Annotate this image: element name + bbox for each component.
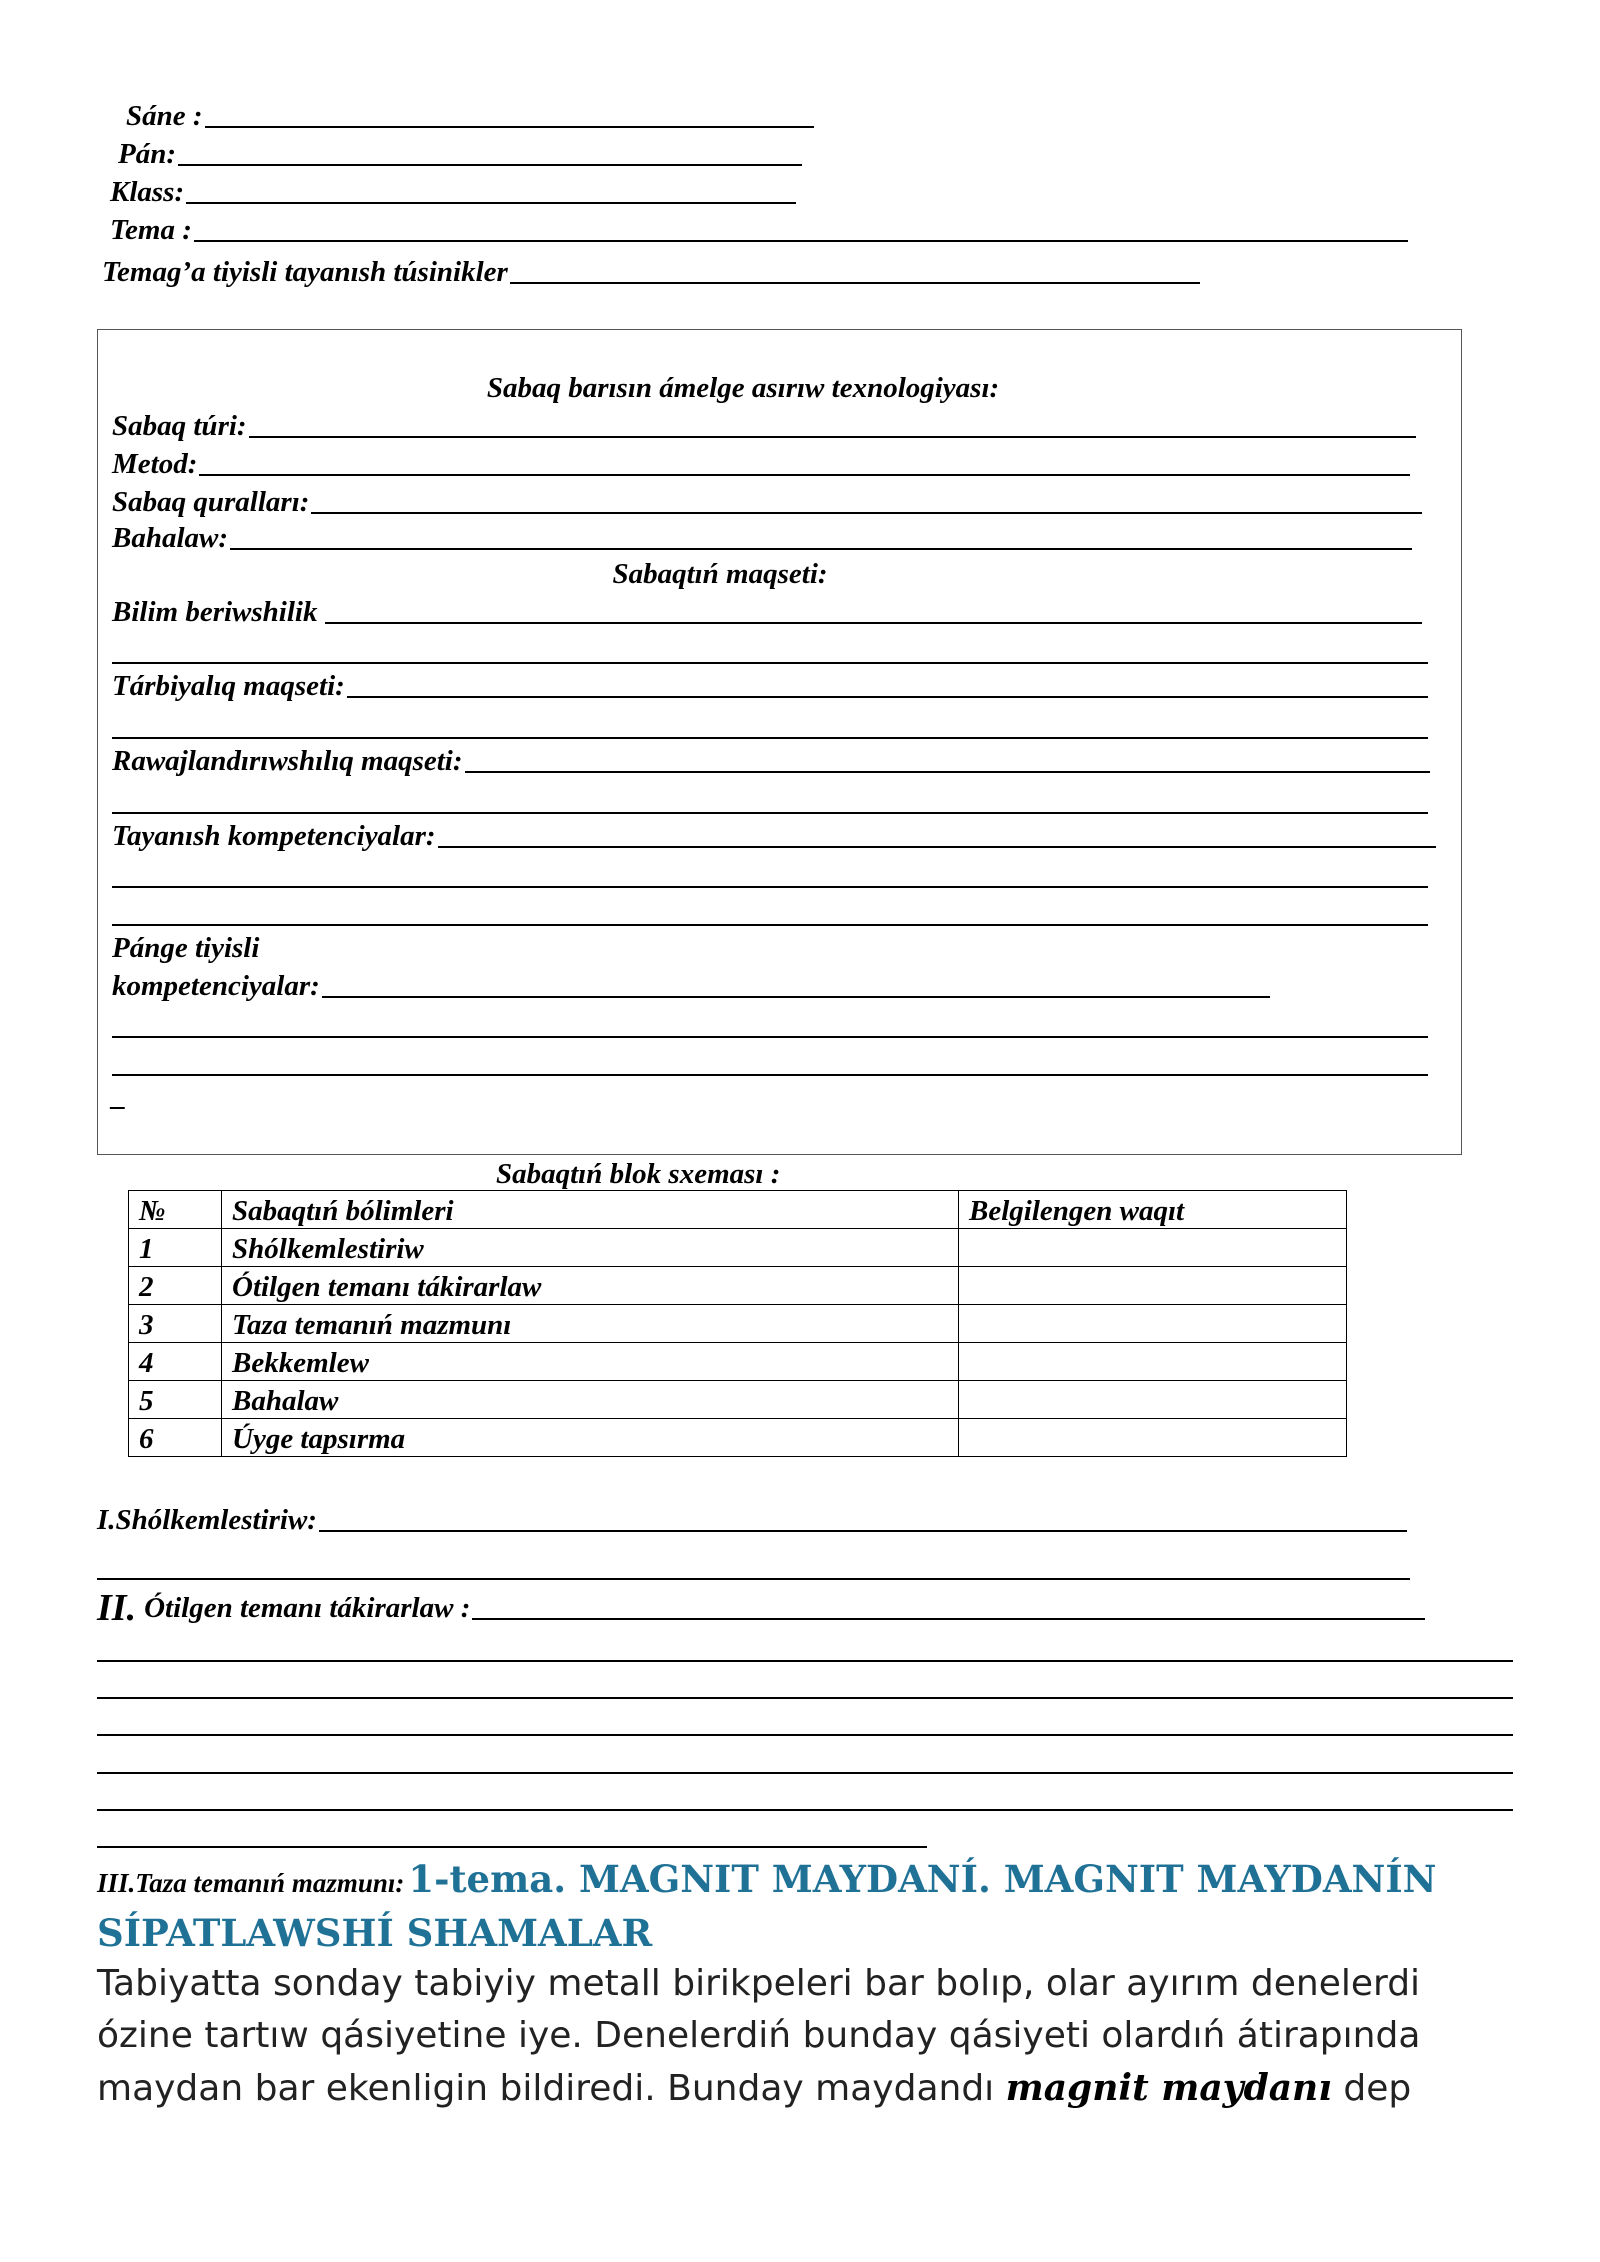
quralları-line[interactable] bbox=[311, 512, 1422, 514]
table-row bbox=[129, 1305, 1347, 1343]
metod-label: Metod: bbox=[112, 448, 198, 480]
row-number: 2 bbox=[129, 1267, 222, 1305]
field-otilgen bbox=[97, 1587, 1425, 1629]
pan-label: Pán: bbox=[118, 138, 176, 170]
row-section: Ótilgen temanı tákirarlaw bbox=[222, 1267, 959, 1305]
paragraph-line-3 bbox=[97, 2062, 1497, 2115]
tayanish-line-2[interactable] bbox=[112, 886, 1428, 888]
pan-line[interactable] bbox=[178, 164, 802, 166]
tayanish-label: Tayanısh kompetenciyalar: bbox=[112, 820, 436, 852]
tiyisli-label: Temag’a tiyisli tayanısh túsinikler bbox=[102, 256, 508, 288]
sane-line[interactable] bbox=[205, 126, 814, 128]
section-3-title-2: SÍPATLAWSHÍ SHAMALAR bbox=[97, 1911, 653, 1955]
field-tiyisli bbox=[102, 254, 1200, 290]
paragraph-line-1: Tabiyatta sonday tabiyiy metall birikpeleri bar bolıp, olar ayırım denelerdi bbox=[97, 1963, 1421, 2004]
field-pange bbox=[112, 968, 1270, 1004]
sabaq-turi-label: Sabaq túri: bbox=[112, 410, 247, 442]
section-3-title-1: 1-tema. MAGNIT MAYDANÍ. MAGNIT MAYDANÍN bbox=[408, 1857, 1437, 1901]
rawaj-label: Rawajlandırıwshılıq maqseti: bbox=[112, 745, 463, 777]
otilgen-line-6[interactable] bbox=[97, 1809, 1513, 1811]
bilim-line-2[interactable] bbox=[112, 662, 1428, 664]
field-tarbiya bbox=[112, 668, 1428, 704]
otilgen-line-3[interactable] bbox=[97, 1697, 1513, 1699]
tayanish-line[interactable] bbox=[438, 846, 1436, 848]
field-bahalaw bbox=[112, 520, 1412, 556]
klass-line[interactable] bbox=[186, 202, 796, 204]
row-number: 5 bbox=[129, 1381, 222, 1419]
rawaj-line[interactable] bbox=[465, 771, 1431, 773]
row-section: Taza temanıń mazmunı bbox=[222, 1305, 959, 1343]
field-rawaj bbox=[112, 743, 1430, 779]
block-table bbox=[128, 1190, 1347, 1457]
tarbiya-line[interactable] bbox=[347, 696, 1428, 698]
section-3-label: III.Taza temanıń mazmunı: bbox=[97, 1868, 405, 1898]
field-klass bbox=[110, 174, 796, 210]
block-title: Sabaqtıń blok sxeması : bbox=[496, 1158, 781, 1190]
header-sections: Sabaqtıń bólimleri bbox=[222, 1191, 959, 1229]
pange-line[interactable] bbox=[322, 996, 1270, 998]
sholkem-label: I.Shólkemlestiriw: bbox=[97, 1504, 317, 1536]
paragraph-line-2: ózine tartıw qásiyetine iye. Denelerdiń bunday qásiyeti olardıń átirapında bbox=[97, 2015, 1421, 2056]
otilgen-line-2[interactable] bbox=[97, 1660, 1513, 1662]
field-tema bbox=[110, 212, 1408, 248]
row-time-cell[interactable] bbox=[959, 1419, 1347, 1457]
field-sabaq-turi bbox=[112, 408, 1416, 444]
row-time-cell[interactable] bbox=[959, 1267, 1347, 1305]
field-tayanish bbox=[112, 818, 1436, 854]
field-quralları bbox=[112, 484, 1422, 520]
otilgen-line[interactable] bbox=[472, 1618, 1425, 1620]
otilgen-line-7[interactable] bbox=[97, 1846, 927, 1848]
quralları-label: Sabaq quralları: bbox=[112, 486, 310, 518]
tarbiya-line-2[interactable] bbox=[112, 737, 1428, 739]
row-section: Bekkemlew bbox=[222, 1343, 959, 1381]
field-metod bbox=[112, 446, 1410, 482]
field-sholkem bbox=[97, 1502, 1407, 1538]
bilim-line[interactable] bbox=[325, 622, 1422, 624]
bilim-label: Bilim beriwshilik bbox=[112, 596, 318, 628]
table-row bbox=[129, 1343, 1347, 1381]
row-number: 3 bbox=[129, 1305, 222, 1343]
tarbiya-label: Tárbiyalıq maqseti: bbox=[112, 670, 345, 702]
rawaj-line-2[interactable] bbox=[112, 812, 1428, 814]
magnit-maydani-term: magnit maydanı bbox=[1005, 2067, 1332, 2109]
row-number: 1 bbox=[129, 1229, 222, 1267]
table-header-row bbox=[129, 1191, 1347, 1229]
row-number: 6 bbox=[129, 1419, 222, 1457]
otilgen-line-4[interactable] bbox=[97, 1734, 1513, 1736]
paragraph-line-3-a: maydan bar ekenligin bildiredi. Bunday maydandı bbox=[97, 2068, 1006, 2109]
row-number: 4 bbox=[129, 1343, 222, 1381]
sholkem-line-2[interactable] bbox=[97, 1578, 1410, 1580]
metod-line[interactable] bbox=[199, 474, 1410, 476]
row-time-cell[interactable] bbox=[959, 1229, 1347, 1267]
tema-label: Tema : bbox=[110, 214, 192, 246]
sabaq-turi-line[interactable] bbox=[249, 436, 1416, 438]
pange-label-1: Pánge tiyisli bbox=[112, 932, 260, 964]
box-title: Sabaq barısın ámelge asırıw texnologiyası: bbox=[486, 372, 1000, 404]
tayanish-line-3[interactable] bbox=[112, 924, 1428, 926]
row-time-cell[interactable] bbox=[959, 1381, 1347, 1419]
sholkem-line[interactable] bbox=[319, 1530, 1407, 1532]
row-section: Bahalaw bbox=[222, 1381, 959, 1419]
bahalaw-label: Bahalaw: bbox=[112, 522, 229, 554]
otilgen-line-5[interactable] bbox=[97, 1772, 1513, 1774]
pange-line-3[interactable] bbox=[112, 1074, 1428, 1076]
maqset-title: Sabaqtıń maqseti: bbox=[612, 558, 828, 590]
field-bilim bbox=[112, 594, 1422, 630]
bahalaw-line[interactable] bbox=[230, 548, 1412, 550]
row-section: Úyge tapsırma bbox=[222, 1419, 959, 1457]
row-section: Shólkemlestiriw bbox=[222, 1229, 959, 1267]
table-row bbox=[129, 1419, 1347, 1457]
table-row bbox=[129, 1381, 1347, 1419]
header-time: Belgilengen waqıt bbox=[959, 1191, 1347, 1229]
field-pan bbox=[118, 136, 802, 172]
pange-line-2[interactable] bbox=[112, 1036, 1428, 1038]
body-paragraph bbox=[97, 1958, 1497, 2115]
field-sane bbox=[126, 98, 814, 134]
sane-label: Sáne : bbox=[126, 100, 203, 132]
section-3-heading bbox=[97, 1852, 1497, 1960]
otilgen-number: II. bbox=[97, 1587, 137, 1629]
table-row bbox=[129, 1267, 1347, 1305]
table-row bbox=[129, 1229, 1347, 1267]
row-time-cell[interactable] bbox=[959, 1343, 1347, 1381]
otilgen-label: Ótilgen temanı tákirarlaw : bbox=[144, 1592, 471, 1624]
header-number: № bbox=[129, 1191, 222, 1229]
pange-label-2: kompetenciyalar: bbox=[112, 970, 320, 1002]
tema-line[interactable] bbox=[194, 240, 1408, 242]
paragraph-line-3-b: dep bbox=[1331, 2068, 1412, 2109]
box-dash: _ bbox=[112, 1080, 127, 1112]
tiyisli-line[interactable] bbox=[510, 282, 1200, 284]
klass-label: Klass: bbox=[110, 176, 185, 208]
row-time-cell[interactable] bbox=[959, 1305, 1347, 1343]
